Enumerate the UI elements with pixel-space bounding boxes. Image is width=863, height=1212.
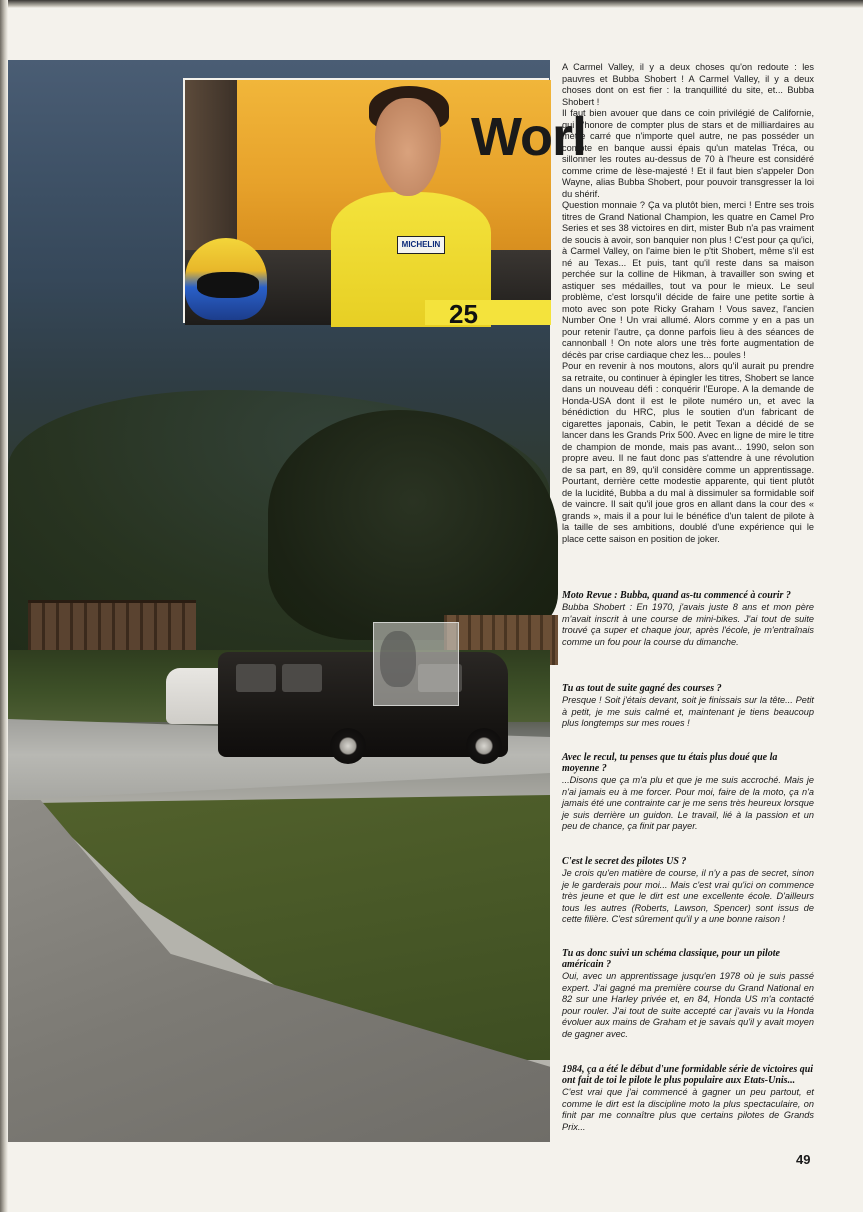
interview-answer: ...Disons que ça m'a plu et que je me suis accroché. Mais je n'ai jamais eu à me forcer. Pour moi, faire de la moto, ça n'a jamais été une contrainte car je me sens très heureux lorsque je suis derrière un guidon. Le travail, lié à la passion et un peu de chance, ça finit par payer. [562,775,814,831]
van-wheel [330,728,366,764]
interview-question: Tu as tout de suite gagné des courses ? [562,683,722,694]
van-window [282,664,322,692]
intro-paragraph: A Carmel Valley, il y a deux choses qu'on redoute : les pauvres et Bubba Shobert ! A Carmel Valley, il y a deux choses dont on est fier : la tranquillité du site, et... Bubba Shobert ! [562,62,814,107]
interview-block [562,590,814,648]
watermark-logo [373,622,459,706]
intro-paragraph: Pour en revenir à nos moutons, alors qu'il aurait pu prendre sa retraite, ou continuer à épingler les titres, Shobert se lance dans un nouveau défi : conquérir l'Europe. A la demande de Honda-USA dont il est le pilote numéro un, et avec la bénédiction du HRC, plus le soutien d'un fabricant de cigarettes japonais, Cabin, le petit Texan a décidé de se lancer dans les Grands Prix 500. Avec en ligne de mire le titre de champion de monde, mais pas avant... 1990, selon son propre aveu. Il ne faut donc pas s'attendre à une révolution de sa part, en 89, qu'il considère comme un apprentissage. Pourtant, derrière cette modestie apparente, qui tient plutôt de la lucidité, Bubba a du mal à dissimuler sa formidable soif de vaincre. Il sait qu'il joue gros en allant dans la cour des « grands », mais il a pour lui le bénéfice d'un talent de pilote à la taille de ses ambitions, doublé d'une expérience qui le place cette saison en position de joker. [562,361,814,544]
interview-block [562,752,814,833]
wooden-fence-left [28,600,196,651]
watermark-face-icon [380,631,416,687]
van-wheel [466,728,502,764]
interview-question: Moto Revue : Bubba, quand as-tu commencé à courir ? [562,590,791,601]
intro-paragraph: Question monnaie ? Ça va plutôt bien, merci ! Entre ses trois titres de Grand National Champion, les quatre en Camel Pro Series et ses 38 victoires en dirt, mister Bub n'a pas vraiment de soucis à avoir, son banquier non plus ! C'est pour ça qu'ici, à Carmel Valley, on l'aime bien le p'tit Shobert, même s'il est né au Texas... Et puis, tant qu'il reste dans sa maison perchée sur la colline de Hikman, à travailler son swing et astiquer ses médailles, tout va pour le mieux. Le seul problème, c'est lorsqu'il décide de faire une petite sortie à moto avec son pote Ricky Graham ! Vous savez, l'ancien Number One ! Un vrai allumé. Alors comme y en a pas un pour retenir l'autre, ça donne parfois lieu à des séances de cannonball ! On note alors une très forte augmentation de décès par crise cardiaque chez les... poules ! [562,200,814,360]
bike-number-plate: 25 [425,300,551,325]
interview-question: Avec le recul, tu penses que tu étais plus doué que la moyenne ? [562,752,778,774]
intro-paragraph: Il faut bien avouer que dans ce coin privilégié de Californie, qui s'honore de compter plus de stars et de milliardaires au mètre carré que n'importe quel autre, ne pas posséder un compte en banque aussi épais qu'un matelas Tréca, ou sillonner les routes au-dessus de 70 à l'heure est considéré comme crime de lèse-majesté ! Et il faut bien s'appeler Don Wayne, alias Bubba Shobert, pour pouvoir transgresser la loi du shérif. [562,108,814,199]
helmet-visor [197,272,259,298]
interview-answer: Presque ! Soit j'étais devant, soit je finissais sur la tête... Petit à petit, je me suis calmé et, maintenant je tiens beaucoup plus longtemps sur mes roues ! [562,695,814,728]
interview-block [562,948,814,1040]
page-binding-edge [0,0,8,1212]
interview-answer: Oui, avec un apprentissage jusqu'en 1978 où je suis passé expert. J'ai gagné ma première course du Grand National en 82 sur une Harley privée et, en 84, Honda US m'a contacté pour rouler. J'ai tout de suite accepté car j'avais vu la Honda évoluer aux mains de Graham et je savais qu'il y avait moyen de gagner avec. [562,971,814,1039]
dark-van [218,652,508,757]
page-number: 49 [796,1152,811,1167]
truck-lettering: Worl [471,107,586,167]
tree-mass [268,410,558,640]
interview-answer: Bubba Shobert : En 1970, j'avais juste 8 ans et mon père m'avait inscrit à une course de mini-bikes. J'ai tout de suite trouvé ça super et chaque jour, après l'école, je m'entraînais comme un fou pour la course du dimanche. [562,602,814,647]
interview-question: C'est le secret des pilotes US ? [562,856,687,867]
interview-block [562,856,814,926]
interview-question: 1984, ça a été le début d'une formidable série de victoires qui ont fait de toi le pilote le plus populaire aux Etats-Unis... [562,1064,814,1086]
rider-portrait-photo [183,78,586,329]
interview-question: Tu as donc suivi un schéma classique, pour un pilote américain ? [562,948,780,970]
page-top-edge [0,0,863,8]
interview-answer: Je crois qu'en matière de course, il n'y a pas de secret, sinon je le garderais pour moi... Mais c'est vrai qu'ici on commence très jeune et que le dirt est une excellente école. D'ailleurs tous les autres (Roberts, Lawson, Spencer) sont issus de cette filière. C'est sûrement qu'il y a une bonne raison ! [562,868,814,924]
michelin-badge: MICHELIN [397,236,445,254]
article-intro [562,62,814,545]
van-window [236,664,276,692]
interview-block [562,1064,814,1133]
interview-answer: C'est vrai que j'ai commencé à gagner un peu partout, et comme le dirt est la discipline moto la plus spectaculaire, on finit par me connaître plus que certains pilotes de Grands Prix... [562,1087,814,1132]
interview-block [562,683,814,730]
